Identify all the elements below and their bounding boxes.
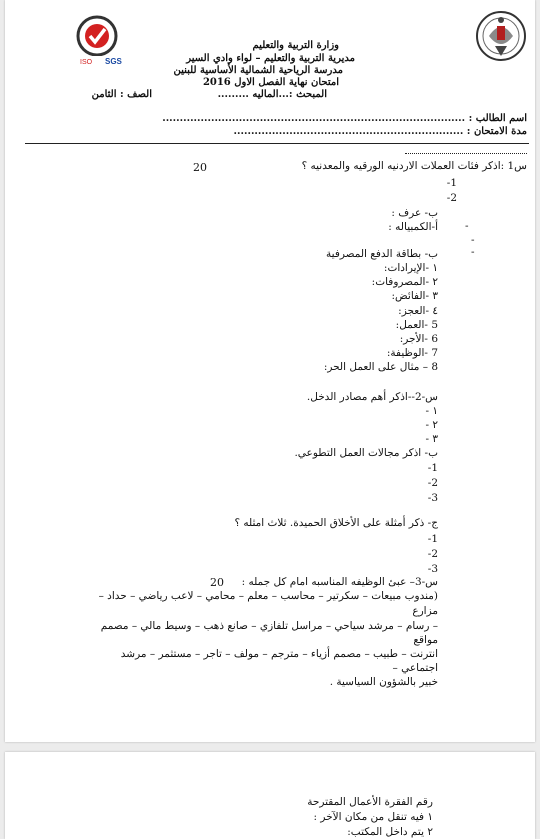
duration-field: مدة الامتحان : ..................................................................	[233, 126, 527, 137]
directorate-title: مديرية التربية والتعليم – لواء وادي السير	[186, 53, 355, 64]
q2-c-line-1: 1-	[427, 533, 438, 545]
q1-b-card: ب- بطاقة الدفع المصرفية	[326, 248, 438, 260]
q2-b-title: ب- اذكر مجالات العمل التطوعي.	[294, 447, 438, 459]
q2-line-2: ٢ -	[425, 419, 438, 431]
term-6: 6 -الأجر:	[399, 333, 438, 345]
q1-b-define: ب- عرف :	[391, 207, 438, 219]
q2-c-line-2: 2-	[427, 548, 438, 560]
dash-2: -	[471, 234, 475, 246]
q3-options-4: مواقع	[413, 634, 438, 646]
q2-c-line-3: 3-	[427, 563, 438, 575]
q3-options-5: انترنت – طبيب – مصمم أزياء – مترجم – مولف – تاجر – مستثمر – مرشد	[120, 648, 438, 660]
grade-line: الصف : الثامن	[91, 89, 152, 100]
term-5: 5 -العمل:	[395, 319, 438, 331]
q3-options-2: مزارع	[412, 605, 438, 617]
q1-line-1: 1-	[446, 177, 457, 189]
jordan-emblem-icon	[475, 6, 527, 66]
ministry-title: وزارة التربية والتعليم	[252, 40, 339, 51]
logo-sgs-text: SGS	[105, 57, 122, 66]
page2-item-1: ١ فيه تنقل من مكان الآخر :	[313, 811, 433, 823]
exam-page-2	[5, 752, 535, 839]
page2-heading: رقم الفقرة الأعمال المقترحة	[307, 796, 433, 808]
school-title: مدرسة الرياحية الشمالية الأساسية للبنين	[173, 65, 343, 76]
dash-1: -	[465, 220, 469, 232]
q3-options-3: – رسام – مرشد سياحي – مراسل تلفازي – صانع ذهب – وسيط مالي – مصمم	[100, 620, 438, 632]
logo-iso-text: ISO	[80, 59, 93, 66]
q3-mark: 20	[210, 576, 224, 589]
q1-title: س1 :اذكر فئات العملات الاردنيه الورقيه والمعدنيه ؟	[301, 160, 527, 172]
page2-item-2: ٢ يتم داخل المكتب:	[347, 826, 433, 838]
subject-line: المبحث :...الماليه .........	[217, 89, 327, 100]
q2-b-line-3: 3-	[427, 492, 438, 504]
student-name-field: اسم الطالب : .......................................................................................	[162, 113, 527, 124]
q3-title: س-3– عبئ الوظيفه المناسبه امام كل جمله :	[241, 576, 438, 588]
dash-3: -	[471, 246, 475, 258]
q2-line-1: ١ -	[425, 405, 438, 417]
term-4: ٤ -العجز:	[398, 305, 438, 317]
q1-a-kimbiala: أ-الكمبياله :	[388, 221, 438, 233]
q3-options-1: (مندوب مبيعات – سكرتير – محاسب – معلم – محامي – لاعب رياضي – حداد –	[98, 590, 438, 602]
header-divider	[25, 143, 529, 144]
term-3: ٣ -الفائض:	[391, 290, 438, 302]
sgs-certification-logo-icon	[75, 12, 127, 68]
q2-b-line-1: 1-	[427, 462, 438, 474]
term-7: 7 -الوظيفة:	[386, 347, 438, 359]
q2-b-line-2: 2-	[427, 477, 438, 489]
exam-page-1	[5, 0, 535, 742]
exam-title: امتحان نهاية الفصل الاول 2016	[202, 77, 339, 88]
q1-line-2: 2-	[446, 192, 457, 204]
term-2: ٢ -المصروفات:	[371, 276, 438, 288]
header-divider-2	[405, 153, 527, 154]
q1-mark: 20	[193, 161, 207, 174]
term-1: ١ -الإيرادات:	[383, 262, 438, 274]
q3-options-7: خبير بالشؤون السياسية .	[329, 676, 438, 688]
q2-line-3: ٣ -	[425, 433, 438, 445]
q2-title: س-2--اذكر أهم مصادر الدخل.	[306, 391, 438, 403]
q3-options-6: اجتماعي –	[392, 662, 438, 674]
term-8: 8 – مثال على العمل الحر:	[323, 361, 438, 373]
q2-c-title: ج- ذكر أمثلة على الأخلاق الحميدة. ثلاث امثله ؟	[234, 517, 438, 529]
